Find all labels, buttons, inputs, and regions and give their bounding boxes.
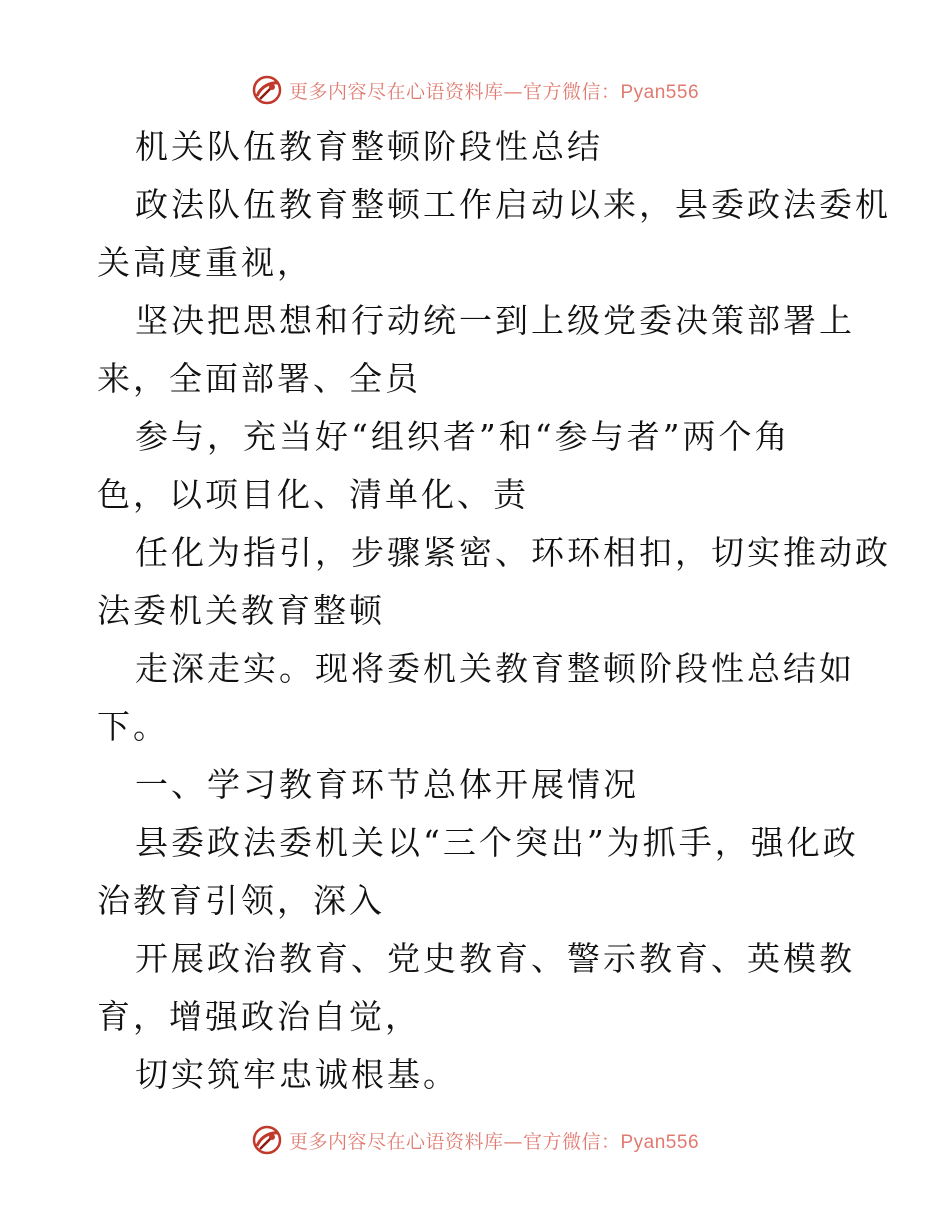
footer-watermark [0,1120,950,1160]
paragraph-line: 坚决把思想和行动统一到上级党委决策部署上 [135,301,855,340]
watermark-text: 更多内容尽在心语资料库—官方微信：Pyan556 [288,1130,700,1153]
body-text [97,118,891,1104]
paragraph-line: 县委政法委机关以“三个突出”为抓手，强化政 [135,823,859,862]
paragraph-line: 关高度重视， [97,243,313,282]
paragraph-line: 治教育引领，深入 [97,881,385,920]
paragraph-line: 政法队伍教育整顿工作启动以来，县委政法委机 [135,185,891,224]
paragraph-line: 来，全面部署、全员 [97,359,421,398]
paragraph-line: 色，以项目化、清单化、责 [97,475,529,514]
header-watermark [0,70,950,110]
paragraph-line: 育，增强政治自觉， [97,997,421,1036]
watermark-text: 更多内容尽在心语资料库—官方微信：Pyan556 [288,80,700,103]
section-heading: 一、学习教育环节总体开展情况 [135,765,639,804]
wechat-id: Pyan556 [620,1131,700,1153]
document-title: 机关队伍教育整顿阶段性总结 [135,127,603,166]
paragraph-line: 切实筑牢忠诚根基。 [135,1055,459,1094]
paragraph-line: 参与，充当好“组织者”和“参与者”两个角 [135,417,791,456]
paragraph-line: 下。 [97,707,169,746]
paragraph-line: 任化为指引，步骤紧密、环环相扣，切实推动政 [135,533,891,572]
logo-icon [251,1124,283,1156]
logo-icon [251,74,283,106]
paragraph-line: 开展政治教育、党史教育、警示教育、英模教 [135,939,855,978]
paragraph-line: 法委机关教育整顿 [97,591,385,630]
paragraph-line: 走深走实。现将委机关教育整顿阶段性总结如 [135,649,855,688]
wechat-id: Pyan556 [620,81,700,103]
